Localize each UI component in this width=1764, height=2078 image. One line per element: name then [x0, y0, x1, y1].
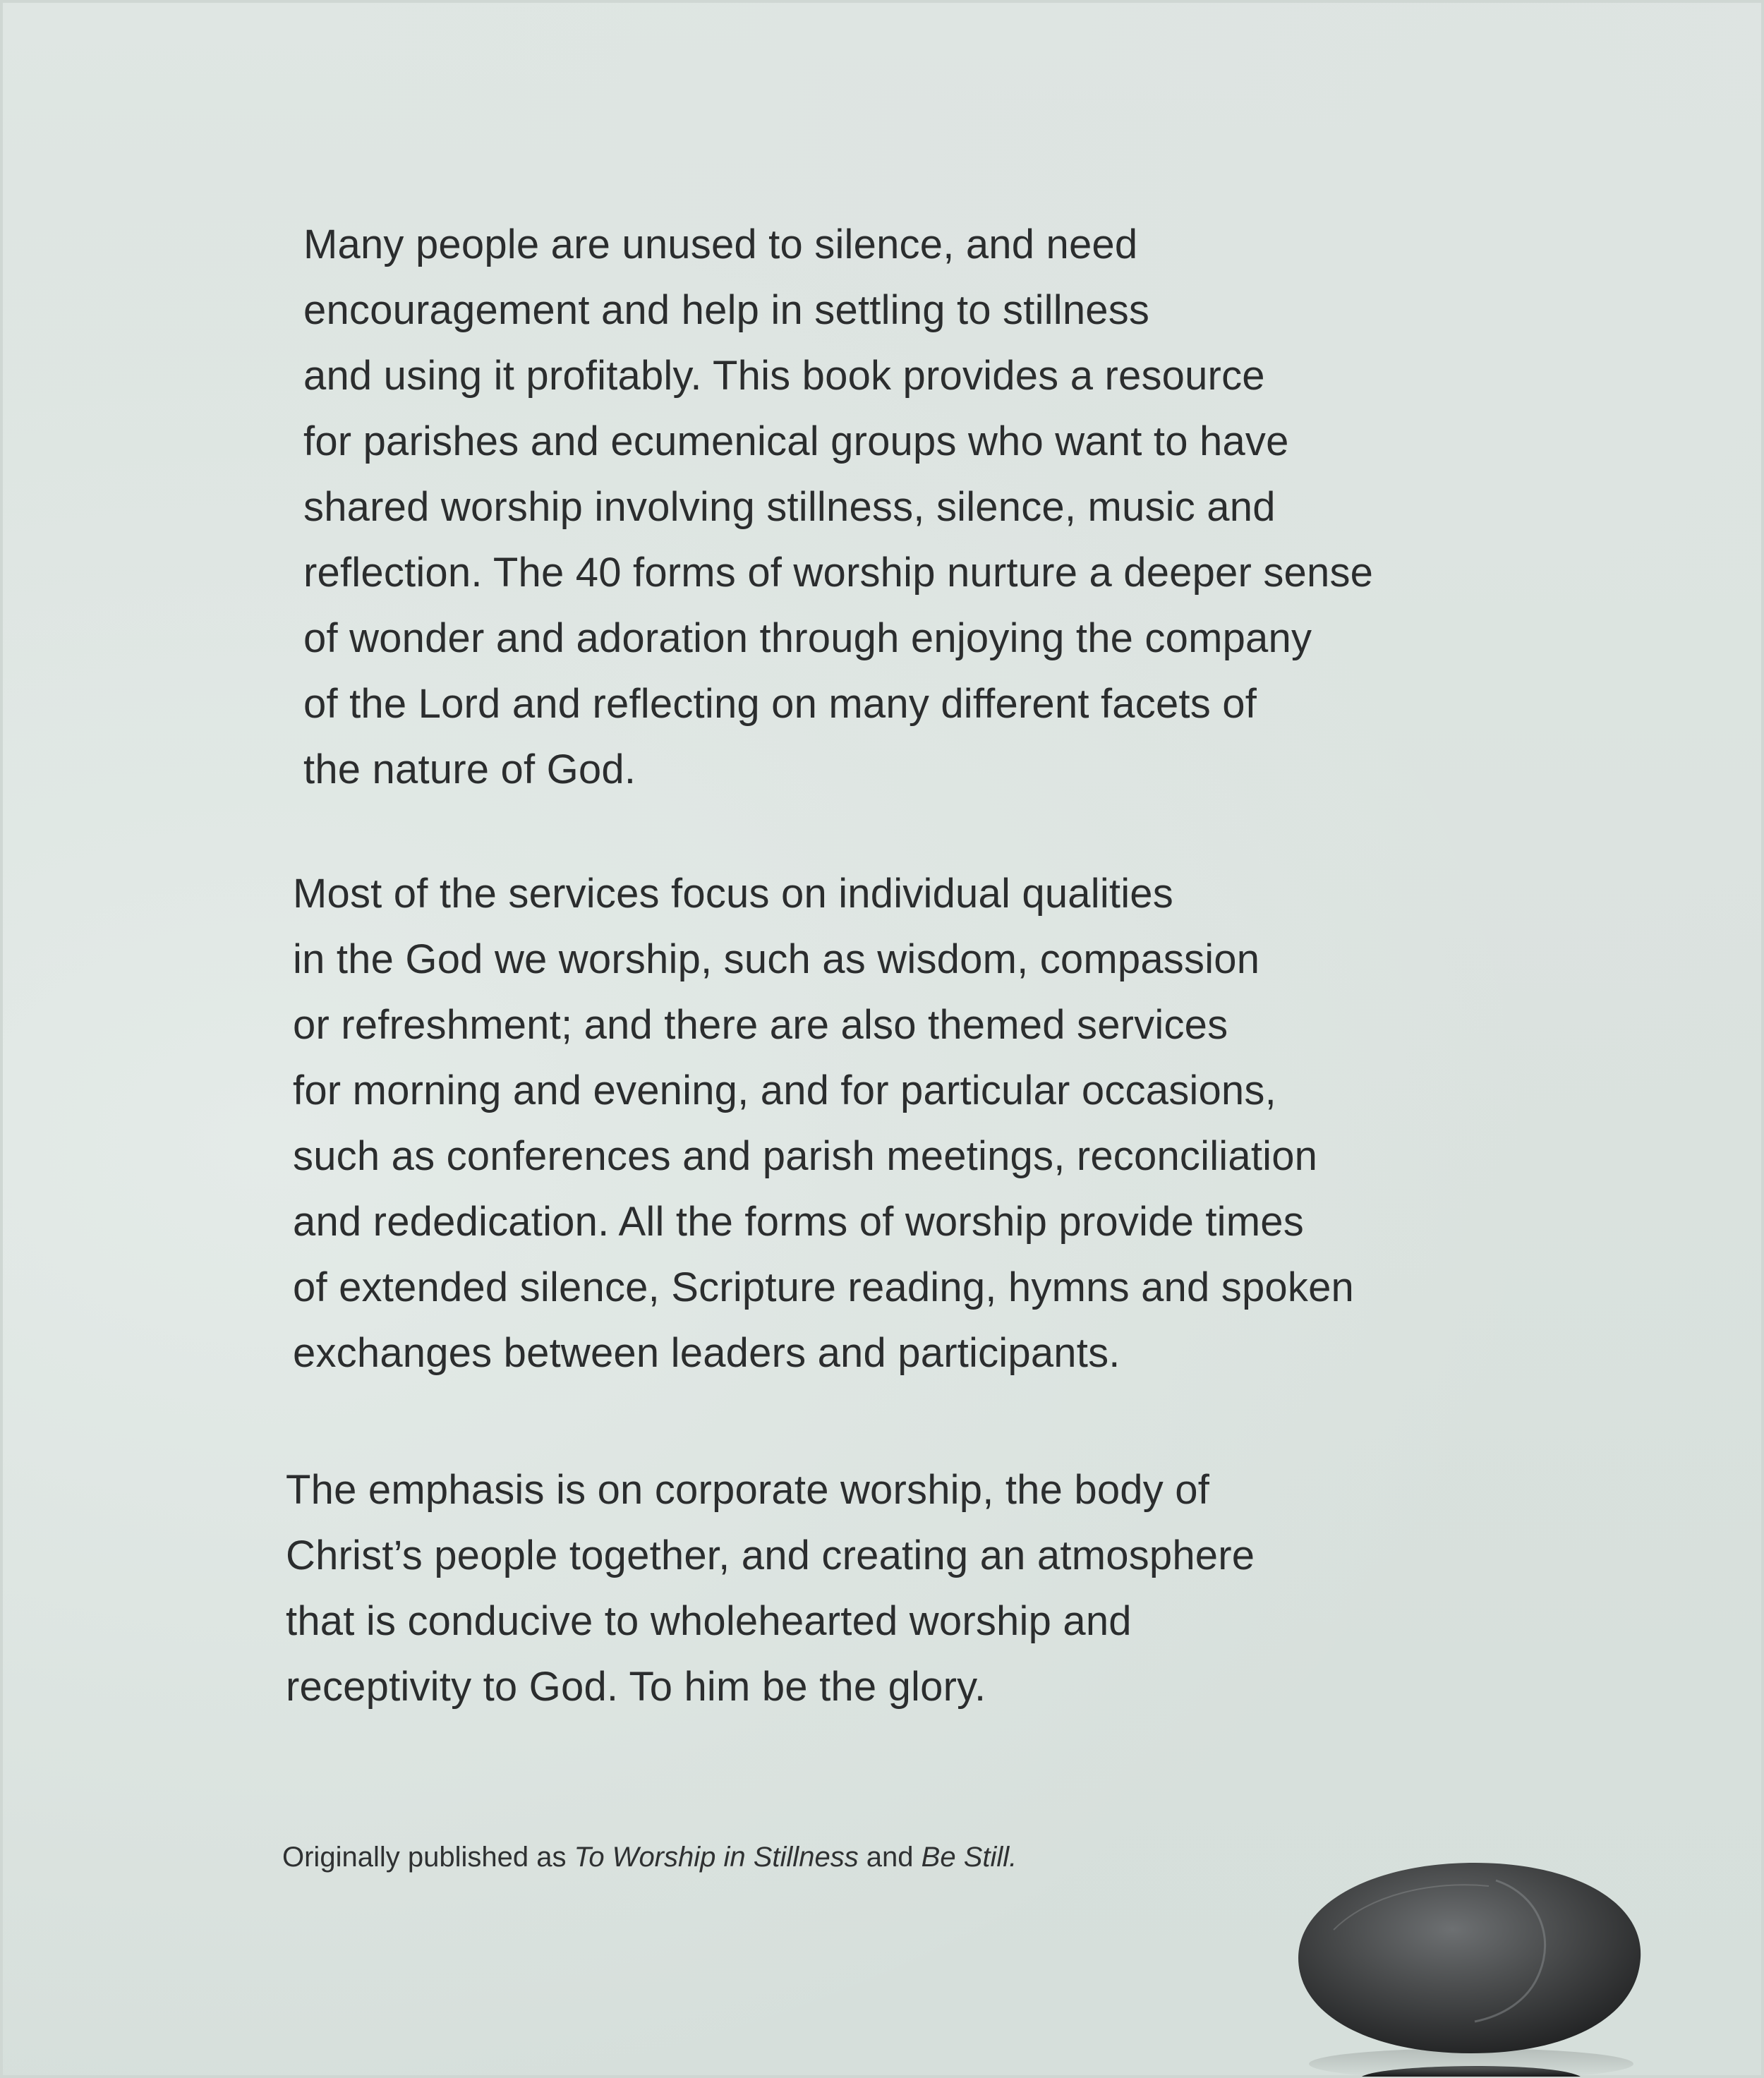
publication-note [282, 1842, 1017, 1873]
publication-note-prefix: Originally published as [282, 1842, 574, 1873]
text-line: of the Lord and reflecting on many different facets of [303, 681, 1257, 727]
paragraph-2 [293, 861, 1563, 1386]
text-line: Christ’s people together, and creating an atmosphere [286, 1533, 1255, 1578]
text-line: reflection. The 40 forms of worship nurture a deeper sense [303, 550, 1374, 596]
text-line: and using it profitably. This book provides a resource [303, 353, 1265, 399]
original-title-1: To Worship in Stillness [574, 1842, 859, 1873]
text-line: Most of the services focus on individual qualities [293, 871, 1173, 917]
text-line: that is conducive to wholehearted worship and [286, 1598, 1132, 1644]
paragraph-1 [303, 212, 1573, 802]
upper-pebble [1298, 1863, 1641, 2053]
text-line: in the God we worship, such as wisdom, compassion [293, 936, 1260, 982]
paragraph-3 [286, 1457, 1556, 1720]
stacked-pebble-image [1284, 1852, 1651, 2078]
text-line: for parishes and ecumenical groups who want to have [303, 418, 1289, 464]
original-title-2: Be Still. [921, 1842, 1017, 1873]
text-line: shared worship involving stillness, silence, music and [303, 484, 1276, 530]
text-line: of extended silence, Scripture reading, hymns and spoken [293, 1264, 1354, 1310]
text-line: The emphasis is on corporate worship, the body of [286, 1467, 1210, 1513]
text-line: of wonder and adoration through enjoying the company [303, 615, 1312, 661]
text-line: such as conferences and parish meetings, reconciliation [293, 1133, 1318, 1179]
text-line: Many people are unused to silence, and need [303, 222, 1138, 267]
text-line: encouragement and help in settling to stillness [303, 287, 1150, 333]
text-line: receptivity to God. To him be the glory. [286, 1664, 986, 1710]
text-line: for morning and evening, and for particular occasions, [293, 1068, 1276, 1113]
text-line: the nature of God. [303, 747, 636, 792]
text-line: or refreshment; and there are also themed services [293, 1002, 1228, 1048]
text-line: and rededication. All the forms of worship provide times [293, 1199, 1304, 1245]
text-line: exchanges between leaders and participants. [293, 1330, 1120, 1376]
publication-note-joiner: and [858, 1842, 922, 1873]
